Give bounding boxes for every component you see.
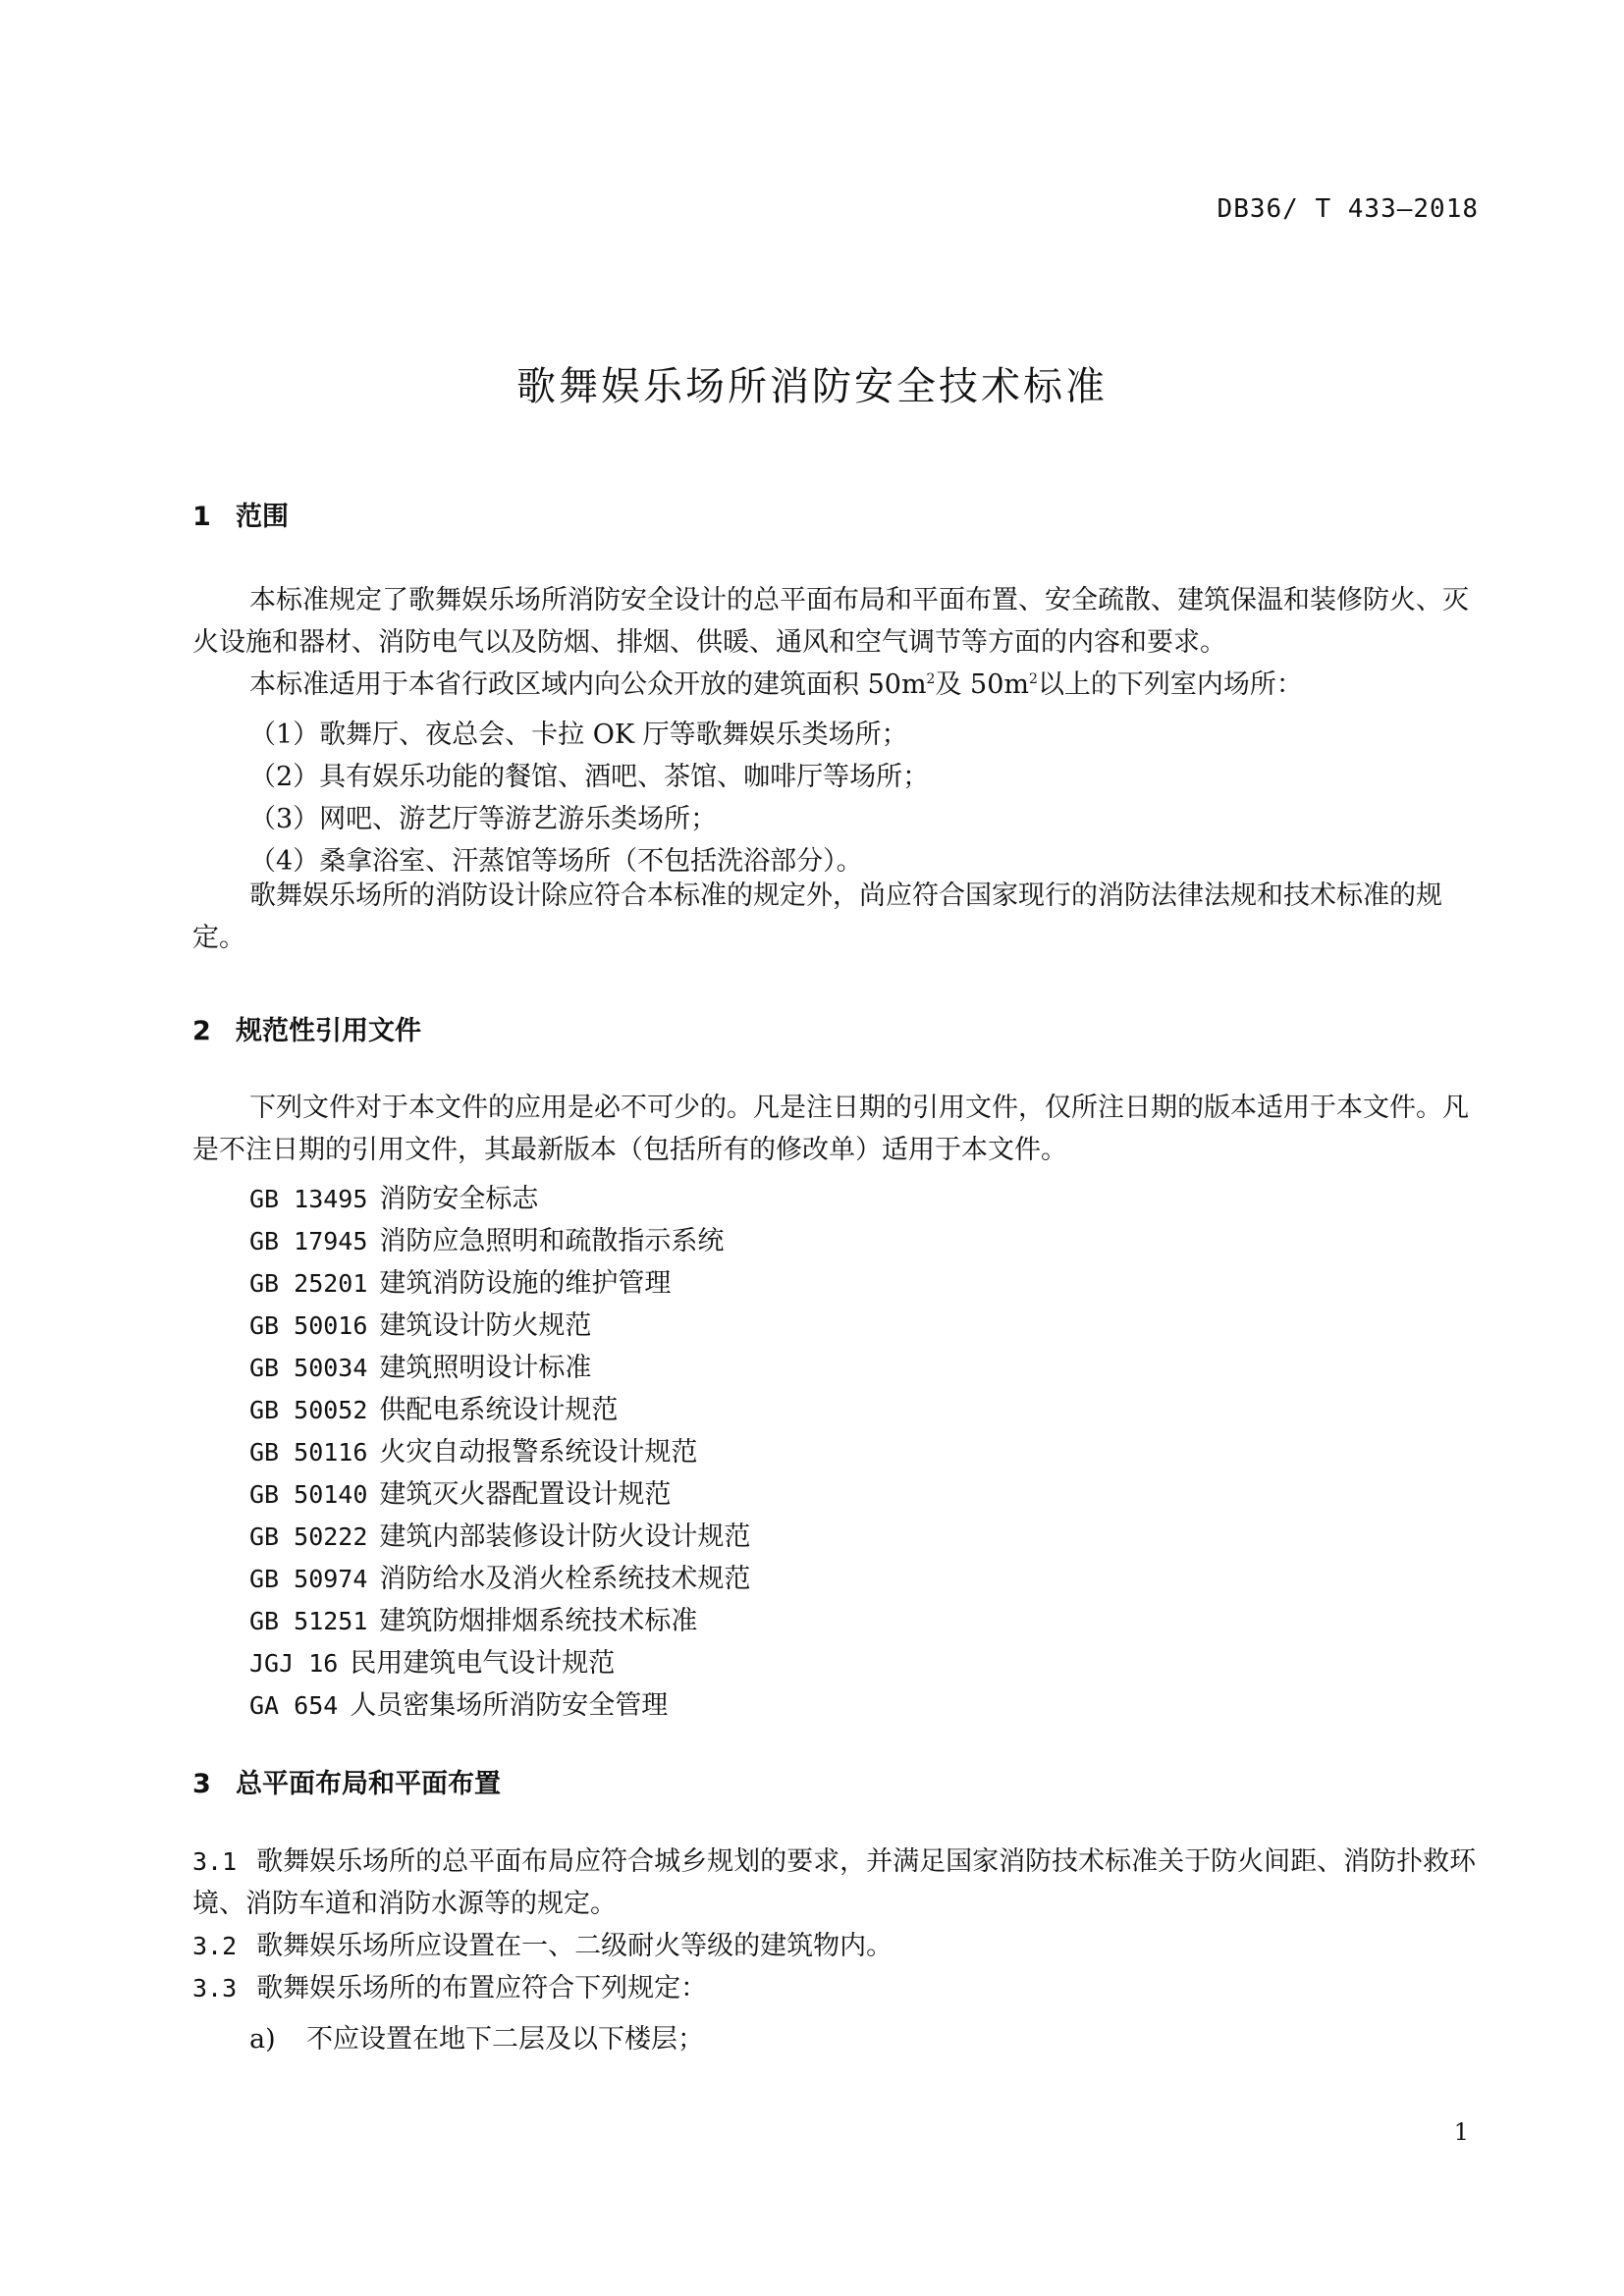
clause-3-3: [192, 1967, 1485, 2009]
reference-item: [249, 1472, 671, 1511]
superscript: 2: [926, 671, 936, 687]
superscript: 2: [1029, 671, 1038, 687]
reference-name: 建筑灭火器配置设计规范: [379, 1479, 672, 1510]
reference-item: [249, 1430, 697, 1468]
reference-item: [249, 1304, 591, 1342]
reference-item: [249, 1177, 538, 1215]
clause-3-2: [192, 1925, 1485, 1967]
standard-code: DB36/ T 433—2018: [1217, 194, 1479, 224]
clause-3-1: [192, 1841, 1485, 1925]
reference-item: [249, 1641, 615, 1680]
reference-name: 人员密集场所消防安全管理: [350, 1690, 669, 1721]
reference-name: 建筑消防设施的维护管理: [379, 1268, 672, 1299]
reference-name: 供配电系统设计规范: [379, 1395, 619, 1425]
section-title: 总平面布局和平面布置: [236, 1769, 501, 1799]
clause-text: 歌舞娱乐场所的布置应符合下列规定：: [256, 1973, 708, 2003]
section-title: 范围: [236, 502, 289, 532]
section-number: 1: [192, 502, 211, 532]
reference-code: GB 25201: [249, 1269, 368, 1298]
reference-name: 消防安全标志: [379, 1184, 539, 1214]
reference-code: GB 50222: [249, 1522, 368, 1551]
scope-paragraph-2-text-c: 以上的下列室内场所：: [1037, 669, 1303, 700]
scope-list-item: （3）网吧、游艺厅等游艺游乐类场所；: [249, 804, 718, 834]
section-number: 2: [192, 1016, 211, 1046]
reference-item: [249, 1515, 750, 1553]
scope-list-item: （2）具有娱乐功能的餐馆、酒吧、茶馆、咖啡厅等场所；: [249, 762, 930, 792]
reference-item: [249, 1557, 750, 1595]
references-intro: 下列文件对于本文件的应用是必不可少的。凡是注日期的引用文件，仅所注日期的版本适用于本文件。凡是不注日期的引用文件，其最新版本（包括所有的修改单）适用于本文件。: [192, 1093, 1469, 1165]
reference-name: 民用建筑电气设计规范: [350, 1648, 616, 1679]
reference-code: GB 17945: [249, 1227, 368, 1255]
reference-code: GB 50016: [249, 1311, 368, 1340]
reference-code: JGJ 16: [249, 1649, 339, 1678]
reference-name: 建筑设计防火规范: [379, 1310, 592, 1341]
reference-name: 火灾自动报警系统设计规范: [379, 1437, 698, 1468]
scope-list-item: （4）桑拿浴室、汗蒸馆等场所（不包括洗浴部分）。: [249, 846, 863, 877]
section-title: 规范性引用文件: [236, 1016, 421, 1046]
reference-code: GB 50974: [249, 1565, 368, 1593]
section-heading-normative-references: [192, 1009, 421, 1047]
reference-code: GB 50116: [249, 1438, 368, 1467]
reference-name: 消防给水及消火栓系统技术规范: [379, 1564, 751, 1594]
clause-sub-item-a: [249, 2017, 704, 2056]
reference-name: 建筑防烟排烟系统技术标准: [379, 1606, 698, 1636]
scope-list-item: （1）歌舞厅、夜总会、卡拉 OK 厅等歌舞娱乐类场所；: [249, 720, 908, 750]
reference-name: 建筑内部装修设计防火设计规范: [379, 1522, 751, 1552]
reference-item: [249, 1683, 668, 1722]
page-number: 1: [1453, 2118, 1469, 2146]
sub-item-text: 不应设置在地下二层及以下楼层；: [306, 2024, 704, 2055]
reference-name: 建筑照明设计标准: [379, 1353, 592, 1383]
reference-code: GB 50034: [249, 1354, 368, 1382]
reference-item: [249, 1346, 591, 1384]
scope-paragraph-2: [192, 664, 1485, 706]
clause-number: 3.2: [192, 1932, 238, 1960]
reference-item: [249, 1219, 724, 1257]
scope-paragraph-2-text-b: 及 50m: [935, 669, 1030, 700]
scope-paragraph-1: 本标准规定了歌舞娱乐场所消防安全设计的总平面布局和平面布置、安全疏散、建筑保温和装修防火、灭火设施和器材、消防电气以及防烟、排烟、供暖、通风和空气调节等方面的内容和要求。: [192, 585, 1469, 658]
scope-paragraph-2-text-a: 本标准适用于本省行政区域内向公众开放的建筑面积 50m: [249, 669, 927, 700]
reference-item: [249, 1599, 697, 1637]
reference-code: GB 50140: [249, 1480, 368, 1509]
scope-paragraph-3: 歌舞娱乐场所的消防设计除应符合本标准的规定外，尚应符合国家现行的消防法律法规和技术标准的规定。: [192, 881, 1442, 953]
section-number: 3: [192, 1769, 211, 1799]
reference-code: GB 51251: [249, 1607, 368, 1635]
section-heading-scope: [192, 495, 289, 533]
clause-number: 3.3: [192, 1974, 238, 2002]
reference-code: GA 654: [249, 1691, 339, 1720]
section-heading-layout: [192, 1762, 501, 1800]
clause-text: 歌舞娱乐场所应设置在一、二级耐火等级的建筑物内。: [256, 1931, 893, 1961]
document-title: 歌舞娱乐场所消防安全技术标准: [516, 364, 1108, 409]
reference-code: GB 13495: [249, 1185, 368, 1213]
clause-number: 3.1: [192, 1847, 238, 1876]
reference-item: [249, 1388, 618, 1426]
clause-text: 歌舞娱乐场所的总平面布局应符合城乡规划的要求，并满足国家消防技术标准关于防火间距、消防扑救环境、消防车道和消防水源等的规定。: [192, 1846, 1477, 1919]
reference-name: 消防应急照明和疏散指示系统: [379, 1226, 725, 1256]
sub-item-marker: a): [249, 2024, 276, 2055]
reference-code: GB 50052: [249, 1396, 368, 1424]
reference-item: [249, 1261, 671, 1300]
